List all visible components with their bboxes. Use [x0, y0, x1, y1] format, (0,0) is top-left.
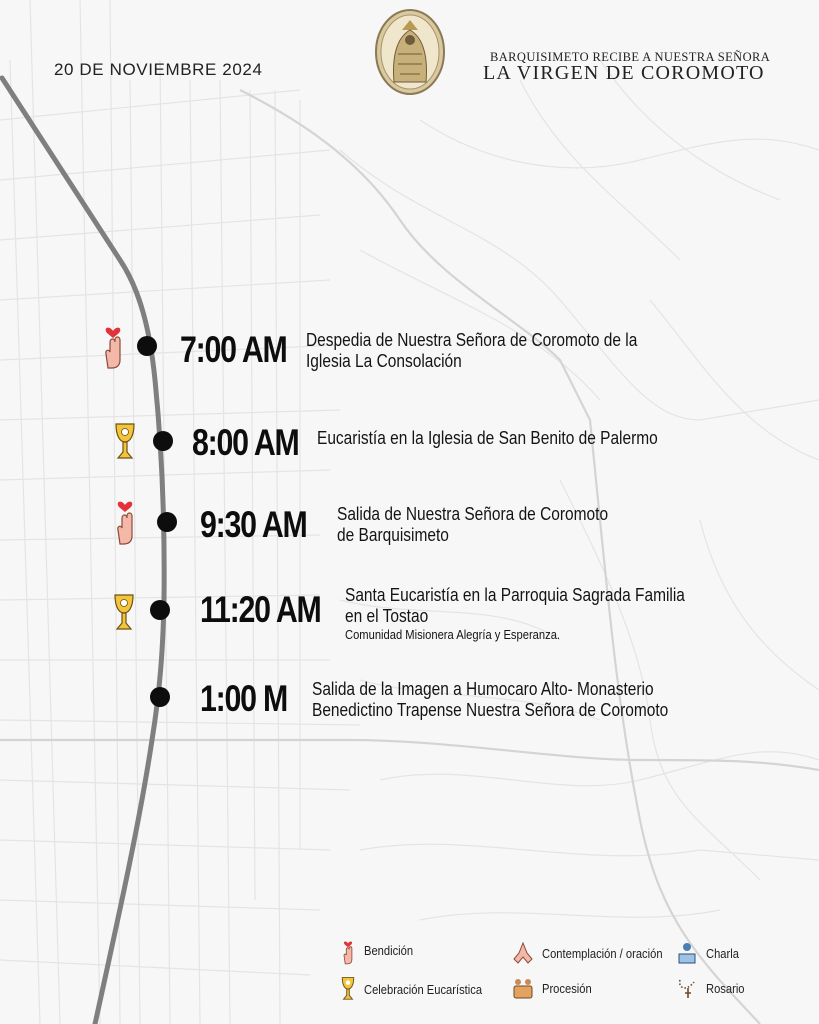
speaker-podium-icon — [676, 941, 698, 965]
blessing-hand-icon — [112, 494, 138, 548]
event-date: 20 DE NOVIEMBRE 2024 — [54, 60, 263, 79]
event-description — [317, 428, 658, 449]
chalice-icon — [112, 591, 136, 635]
event-description-line: de Barquisimeto — [337, 525, 449, 545]
legend-label: Bendición — [364, 942, 414, 958]
chalice-icon — [113, 420, 137, 464]
route-stop-marker — [153, 431, 173, 451]
event-description-line: Eucaristía en la Iglesia de San Benito de Palermo — [317, 428, 658, 448]
header-subtitle: BARQUISIMETO RECIBE A NUESTRA SEÑORA — [490, 50, 771, 64]
rosary-icon — [676, 976, 698, 1000]
event-description — [337, 504, 608, 546]
event-description — [345, 585, 685, 642]
legend-item-celebracion — [340, 975, 501, 1003]
event-time: 8:00 AM — [192, 422, 299, 463]
event-time: 11:20 AM — [200, 589, 321, 630]
legend-item-procesion — [512, 976, 600, 1000]
event-time: 1:00 M — [200, 678, 288, 719]
legend-label: Charla — [706, 945, 739, 961]
legend-item-bendicion — [340, 935, 421, 965]
event-description-line: en el Tostao — [345, 606, 429, 626]
virgin-medallion-image — [374, 8, 446, 96]
praying-hands-icon — [512, 941, 534, 965]
event-time: 9:30 AM — [200, 504, 307, 545]
procession-route — [2, 78, 164, 1024]
event-description-line: Salida de Nuestra Señora de Coromoto — [337, 504, 609, 524]
legend-label: Rosario — [706, 980, 745, 996]
legend-item-rosario — [676, 976, 751, 1000]
legend-label: Contemplación / oración — [542, 945, 663, 961]
event-description — [306, 330, 637, 372]
event-time: 7:00 AM — [180, 329, 287, 370]
blessing-hand-icon — [100, 316, 126, 370]
event-description-line: Despedia de Nuestra Señora de Coromoto de la — [306, 330, 638, 350]
header-title: LA VIRGEN DE COROMOTO — [483, 62, 765, 84]
route-stop-marker — [150, 687, 170, 707]
route-stop-marker — [137, 336, 157, 356]
chalice-icon — [340, 975, 356, 1003]
procession-icon — [512, 976, 534, 1000]
blessing-hand-icon — [340, 935, 356, 965]
legend-item-charla — [676, 941, 744, 965]
event-note: Comunidad Misionera Alegría y Esperanza. — [345, 627, 561, 642]
event-description-line: Benedictino Trapense Nuestra Señora de Coromoto — [312, 700, 669, 720]
event-description-line: Salida de la Imagen a Humocaro Alto- Monasterio — [312, 679, 654, 699]
legend-label: Celebración Eucarística — [364, 981, 483, 997]
legend-item-contemplacion — [512, 941, 682, 965]
event-description-line: Santa Eucaristía en la Parroquia Sagrada Familia — [345, 585, 685, 605]
route-stop-marker — [157, 512, 177, 532]
route-stop-marker — [150, 600, 170, 620]
legend-label: Procesión — [542, 980, 592, 996]
event-description-line: Iglesia La Consolación — [306, 351, 462, 371]
event-description — [312, 679, 668, 721]
